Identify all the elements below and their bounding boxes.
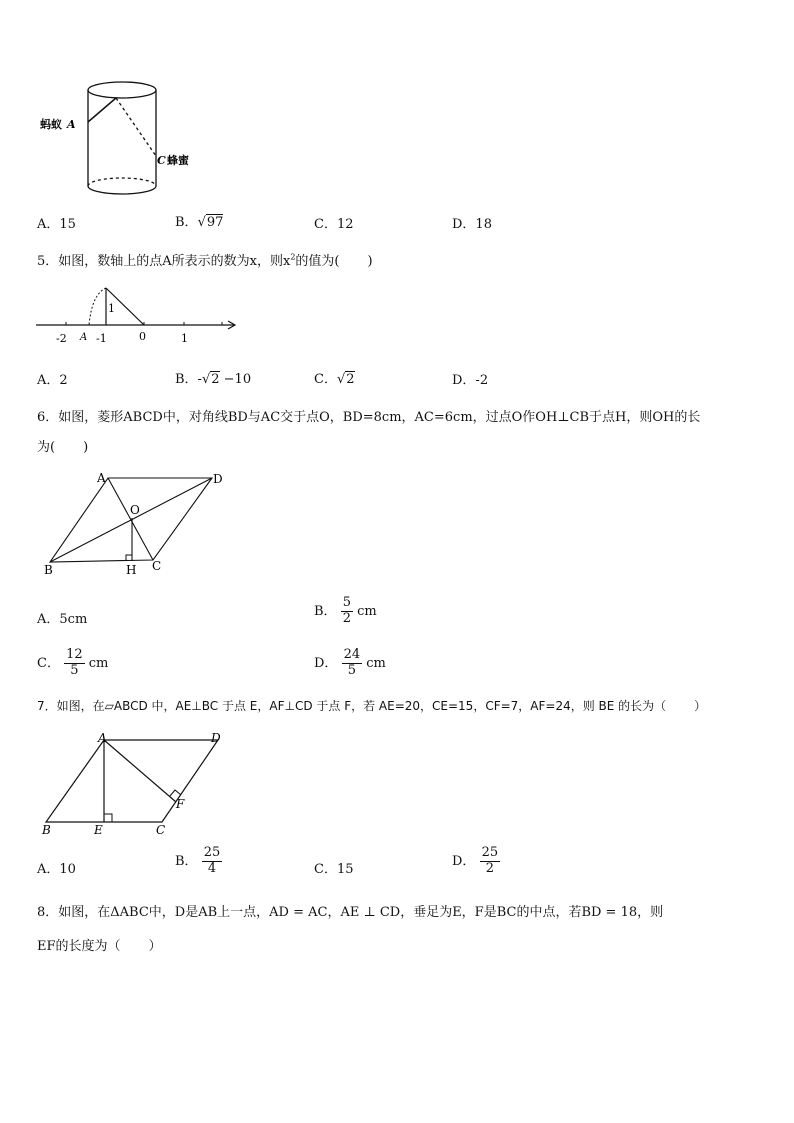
sqrt-sign: √ [201,372,211,387]
q4-option-a: A．15 [37,217,76,232]
q5-stem-text: 5．如图，数轴上的点A所表示的数为x，则x [37,254,291,269]
honey-point-label: C [157,154,166,167]
rhombus-figure [40,466,240,578]
point-b-label: B [44,563,53,577]
fraction-denominator: 4 [207,860,217,876]
q6-option-c-label: C． [37,655,60,671]
honey-label: 蜂蜜 [167,154,189,167]
q6-option-b-fraction [341,596,353,627]
q5-stem-close: ) [367,254,373,269]
fraction-numerator: 25 [203,845,221,860]
q7-option-b [175,846,222,877]
fraction-denominator: 2 [485,860,494,876]
q4-option-b-label: B． [175,215,198,230]
fraction-numerator: 12 [66,647,83,662]
point-d-label: D [211,731,221,745]
q4-option-c: C．12 [314,217,354,232]
sqrt-sign: √ [336,372,346,387]
q6-option-a: A．5cm [37,612,88,627]
q6-stem-close: ) [83,440,89,455]
q6-stem-line2-text: 为( [37,440,56,455]
point-a-label: A [97,471,106,485]
q5-option-b-radicand: 2 [211,372,220,387]
cylinder-figure [36,78,216,198]
ant-point-label: A [67,118,76,131]
fraction-denominator: 2 [342,610,351,626]
q7-option-b-fraction [202,846,223,877]
parallelogram-figure [38,728,233,840]
q6-option-b-label: B． [314,603,337,619]
q5-stem [37,250,373,269]
fraction-numerator: 25 [481,845,499,860]
q7-option-b-label: B． [175,853,198,869]
axis-label-minus-1: -1 [96,332,107,345]
q5-option-b-label: B．- [175,372,202,387]
axis-label-minus-2: -2 [56,332,67,345]
q5-option-a: A．2 [37,373,68,388]
point-c-label: C [156,823,166,837]
q5-stem-exponent: 2 [290,252,296,262]
q6-option-d [314,648,386,679]
point-f-label: F [176,797,185,811]
q6-option-b-unit: cm [357,603,377,619]
q8-stem-line2 [37,935,162,954]
q6-option-d-unit: cm [366,655,386,671]
point-a-label: A [98,731,107,745]
q7-stem-text: 7．如图，在▱ABCD 中，AE⊥BC 于点 E，AF⊥CD 于点 F，若 AE=20，CE=15，CF=7，AF=24，则 BE 的长为（ [37,699,667,713]
q5-option-b [175,368,251,387]
point-e-label: E [94,823,103,837]
height-label: 1 [108,302,115,315]
q4-option-b-radicand: 97 [206,215,224,230]
q6-option-c-fraction [64,648,85,679]
fraction-denominator: 5 [347,662,356,678]
q7-option-d-fraction [480,846,501,877]
point-b-label: B [42,823,51,837]
q7-option-a: A．10 [37,862,76,877]
number-line-figure [34,282,244,348]
q5-option-c [314,368,355,387]
q6-option-d-label: D． [314,655,338,671]
sqrt-sign: √ [197,215,206,230]
q7-option-d-label: D． [452,853,476,869]
axis-label-one: 1 [181,332,188,345]
q6-stem-line1: 6．如图，菱形ABCD中，对角线BD与AC交于点O，BD=8cm，AC=6cm，过点O作OH⊥CB于点H，则OH的长 [37,410,701,425]
q5-option-d: D．-2 [452,373,489,388]
q7-option-d [452,846,500,877]
point-h-label: H [126,563,137,577]
q6-option-c [37,648,108,679]
q4-option-b [175,211,223,230]
q4-option-d: D．18 [452,217,492,232]
q5-option-c-label: C． [314,372,337,387]
q8-stem-close: ） [148,939,162,954]
point-o-label: O [130,503,140,517]
q5-option-c-radicand: 2 [346,372,355,387]
fraction-denominator: 5 [70,662,79,678]
q7-stem [37,697,706,714]
q5-stem-suffix: 的值为( [295,254,340,269]
q8-stem-line2-text: EF的长度为（ [37,939,121,954]
q7-option-c: C．15 [314,862,354,877]
fraction-numerator: 24 [343,647,361,662]
q6-option-d-fraction [342,648,363,679]
fraction-numerator: 5 [342,595,351,610]
point-c-label: C [152,559,162,573]
axis-label-a: A [80,332,88,343]
q6-option-c-unit: cm [88,655,109,671]
q5-option-b-suffix: −10 [219,372,252,387]
q7-stem-close: ） [694,699,707,713]
axis-label-zero: 0 [139,330,146,343]
point-d-label: D [213,472,223,486]
q8-stem-line1: 8．如图，在ΔABC中，D是AB上一点，AD = AC，AE ⊥ CD，垂足为E，F是BC的中点，若BD = 18，则 [37,905,664,920]
q6-option-b [314,596,377,627]
q6-stem-line2 [37,436,88,455]
ant-label: 蚂蚁 [40,118,62,131]
